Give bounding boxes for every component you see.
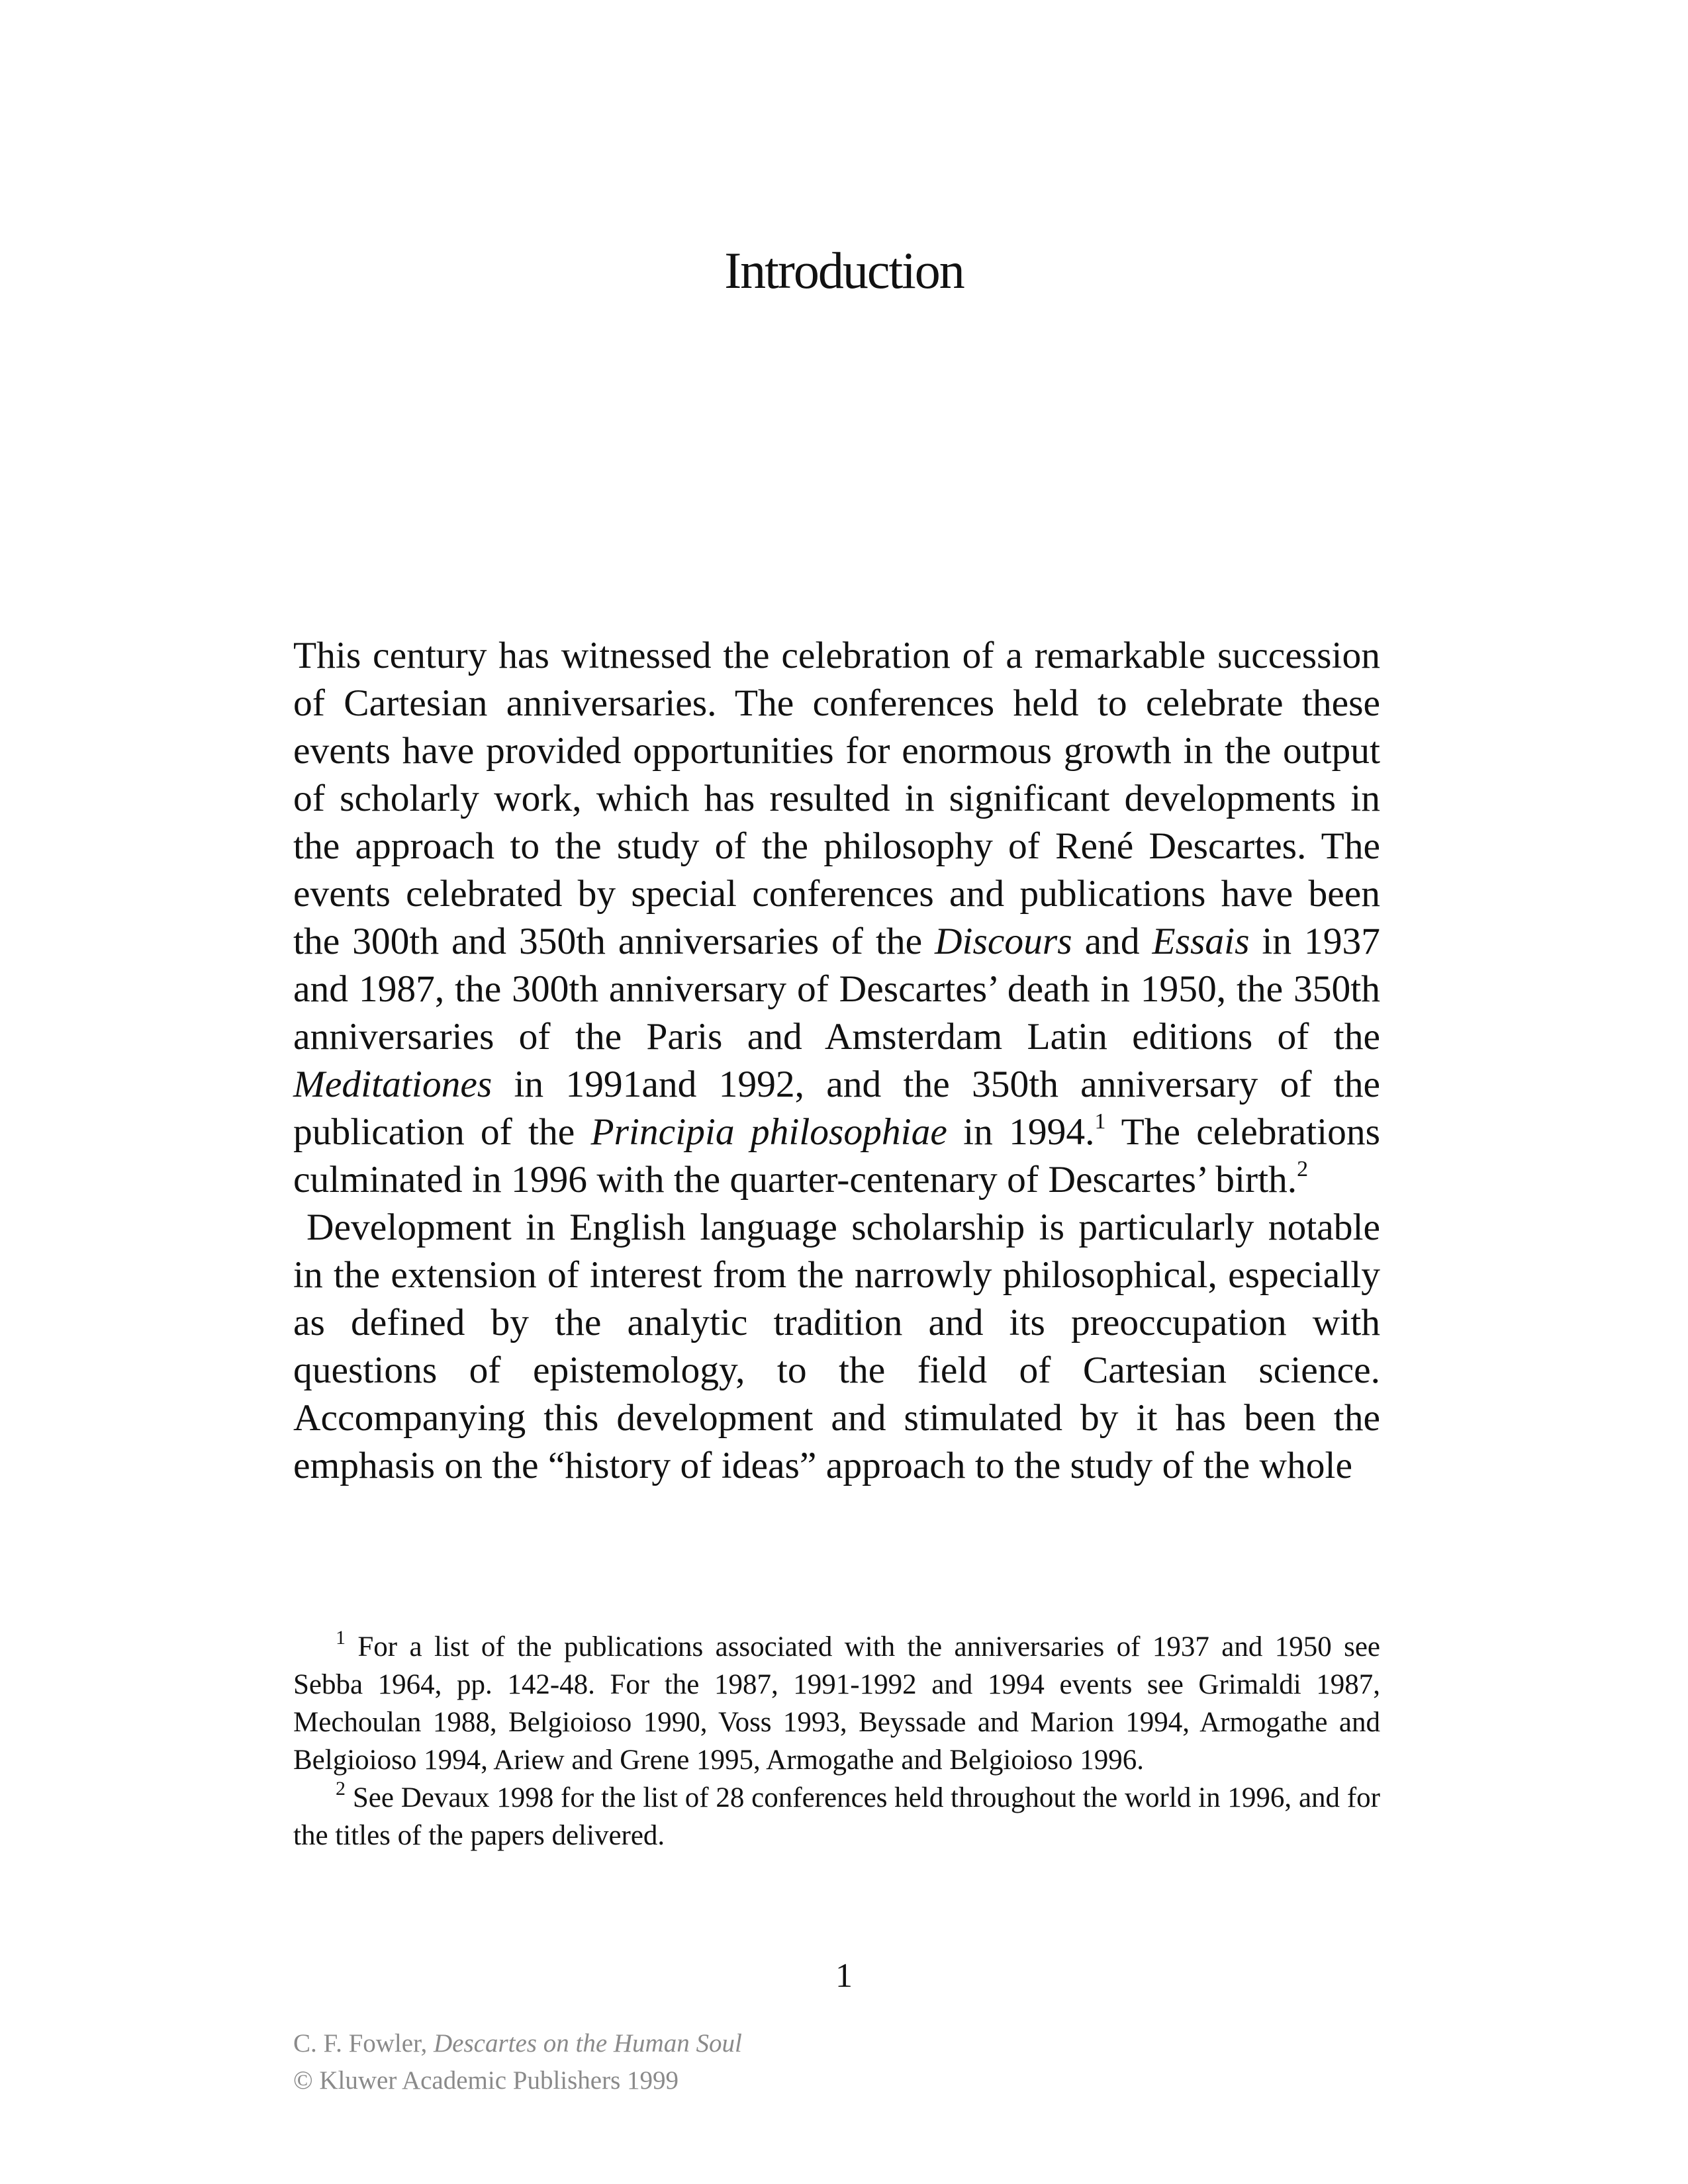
paragraph-1-text-3: in 1937 and 1987, the 300th anniversary of Descartes’ death in 1950, the 350th anniversaries of the Paris and Amsterdam Latin editions of the — [293, 921, 1381, 1058]
footnote-text-2: See Devaux 1998 for the list of 28 conferences held throughout the world in 1996, and for the titles of the papers delivered. — [293, 1782, 1380, 1851]
paragraph-1 — [293, 632, 1380, 1204]
footnote-1 — [293, 1628, 1380, 1779]
paragraph-1-text-4: in 1991and 1992, and the 350th anniversary of the publication of the — [293, 1064, 1380, 1153]
footnote-marker-1: 1 — [336, 1627, 346, 1649]
book-title: Descartes on the Human Soul — [434, 2029, 742, 2058]
citation-line — [293, 2025, 742, 2062]
footnote-ref-2: 2 — [1297, 1157, 1309, 1181]
title-essais: Essais — [1152, 921, 1250, 962]
paragraph-1-text-6: The celebrations culminated in 1996 with the quarter-centenary of Descartes’ birth. — [293, 1111, 1381, 1201]
paragraph-2: Development in English language scholarship is particularly notable in the extension of interest from the narrowly philosophical, especially as defined by the analytic tradition and its preoccupation with questions of epistemology, to the field of Cartesian science. Accompanying this development and stimulated by it has been the emphasis on the “history of ideas” approach to the study of the whole — [293, 1206, 1380, 1486]
title-meditationes: Meditationes — [293, 1064, 492, 1105]
footnotes — [293, 1628, 1380, 1854]
footnote-marker-2: 2 — [336, 1778, 346, 1799]
title-discours: Discours — [935, 921, 1072, 962]
footnote-text-1: For a list of the publications associated with the anniversaries of 1937 and 1950 see Sebba 1964, pp. 142-48. For the 1987, 1991-1992 and 1994 events see Grimaldi 1987, Mechoulan 1988, Belgioioso 1990, Voss 1993, Beyssade and Marion 1994, Armogathe and Belgioioso 1994, Ariew and Grene 1995, Armogathe and Belgioioso 1996. — [293, 1631, 1380, 1776]
title-principia: Principia philosophiae — [590, 1111, 947, 1153]
footnote-2 — [293, 1779, 1380, 1854]
page-number: 1 — [835, 1957, 853, 1995]
paragraph-1-text-5: in 1994. — [963, 1111, 1095, 1153]
page-title: Introduction — [724, 242, 964, 299]
publisher-credit — [293, 2025, 742, 2099]
body-text — [293, 632, 1380, 1490]
footnote-ref-1: 1 — [1094, 1109, 1106, 1134]
paragraph-1-text-1: This century has witnessed the celebration of a remarkable succession of Cartesian anniversaries. The conferences held to celebrate these events have provided opportunities for enormous growth in the output of scholarly work, which has resulted in significant developments in the approach to the study of the philosophy of René Descartes. The events celebrated by special conferences and publications have been the 300th and 350th anniversaries of the — [293, 635, 1380, 962]
copyright-line: © Kluwer Academic Publishers 1999 — [293, 2066, 679, 2095]
author-name: C. F. Fowler, — [293, 2029, 428, 2058]
paragraph-1-text-2: and — [1084, 921, 1140, 962]
